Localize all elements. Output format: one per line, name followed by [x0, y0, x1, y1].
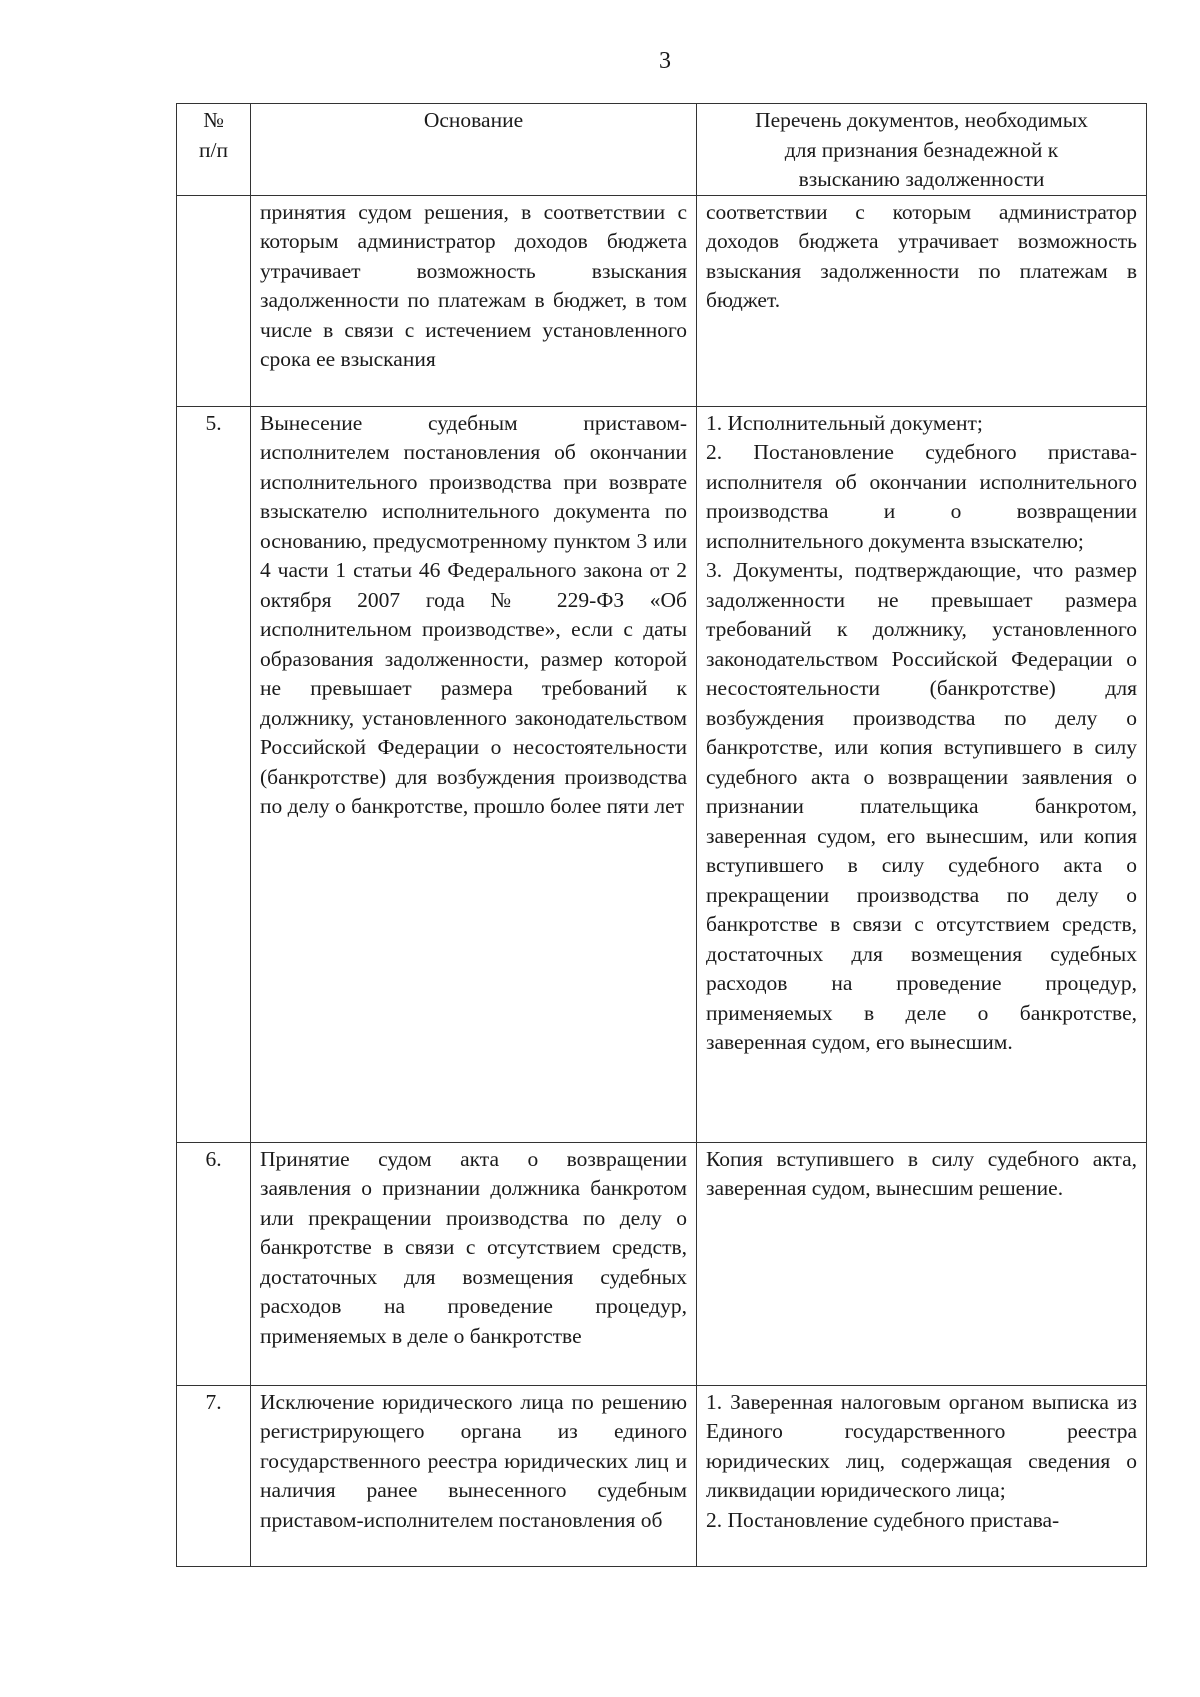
document-item: 3. Документы, подтверждающие, что размер задолженности не превышает размера требований к должнику, установленного законодательством Российской Федерации о несостоятельности (банкротстве) для возбуждения производства по делу о банкротстве, или копия вступившего в силу судебного акта о возвращении заявления о признании плательщика банкротом, заверенная судом, его вынесшим, или копия вступившего в силу судебного акта о прекращении производства по делу о банкротстве в связи с отсутствием средств, достаточных для возмещения судебных расходов на проведение процедур, применяемых в деле о банкротстве, заверенная судом, его вынесшим.: [706, 558, 1137, 1054]
table-header-row: [177, 104, 1147, 196]
row-number: 6.: [177, 1142, 251, 1385]
row-basis: Принятие судом акта о возвращении заявления о признании должника банкротом или прекращении производства по делу о банкротстве в связи с отсутствием средств, достаточных для возмещения судебных расходов на проведение процедур, применяемых в деле о банкротстве: [251, 1142, 697, 1385]
row-basis: Исключение юридического лица по решению регистрирующего органа из единого государственного реестра юридических лиц и наличия ранее вынесенного судебным приставом-исполнителем постановления об: [251, 1385, 697, 1566]
table-row: [177, 406, 1147, 1142]
header-documents-line: для признания безнадежной к: [784, 137, 1059, 162]
row-basis: принятия судом решения, в соответствии с которым администратор доходов бюджета утрачивает возможность взыскания задолженности по платежам в бюджет, в том числе в связи с истечением установленного срока ее взыскания: [251, 195, 697, 406]
table-row: [177, 1142, 1147, 1385]
document-item: 2. Постановление судебного пристава-исполнителя об окончании исполнительного производства и о возвращении исполнительного документа взыскателю;: [706, 440, 1137, 553]
row-number: 5.: [177, 406, 251, 1142]
document-item: Копия вступившего в силу судебного акта, заверенная судом, вынесшим решение.: [706, 1146, 1137, 1200]
header-basis: Основание: [251, 104, 697, 196]
header-documents-line: Перечень документов, необходимых: [755, 108, 1088, 132]
row-basis: Вынесение судебным приставом-исполнителем постановления об окончании исполнительного производства при возврате взыскателю исполнительного документа по основанию, предусмотренному пунктом 3 или 4 части 1 статьи 46 Федерального закона от 2 октября 2007 года № 229-ФЗ «Об исполнительном производстве», если с даты образования задолженности, размер которой не превышает размера требований к должнику, установленного законодательством Российской Федерации о несостоятельности (банкротстве) для возбуждения производства по делу о банкротстве, прошло более пяти лет: [251, 406, 697, 1142]
documents-table: [176, 103, 1147, 1567]
header-number-line: №: [203, 108, 224, 132]
header-number: [177, 104, 251, 196]
header-number-line: п/п: [199, 137, 228, 162]
row-documents: [697, 406, 1147, 1142]
page-number: 3: [659, 48, 671, 74]
document-item: 2. Постановление судебного пристава-: [706, 1507, 1060, 1532]
document-item: 1. Исполнительный документ;: [706, 410, 983, 435]
row-documents: [697, 1142, 1147, 1385]
row-number: [177, 195, 251, 406]
row-documents: [697, 1385, 1147, 1566]
row-number: 7.: [177, 1385, 251, 1566]
document-item: соответствии с которым администратор доходов бюджета утрачивает возможность взыскания задолженности по платежам в бюджет.: [706, 199, 1137, 312]
row-documents: [697, 195, 1147, 406]
table-row: [177, 1385, 1147, 1566]
document-item: 1. Заверенная налоговым органом выписка из Единого государственного реестра юридических лиц, содержащая сведения о ликвидации юридического лица;: [706, 1389, 1137, 1502]
header-documents: [697, 104, 1147, 196]
header-documents-line: взысканию задолженности: [798, 167, 1045, 191]
table-row: [177, 195, 1147, 406]
